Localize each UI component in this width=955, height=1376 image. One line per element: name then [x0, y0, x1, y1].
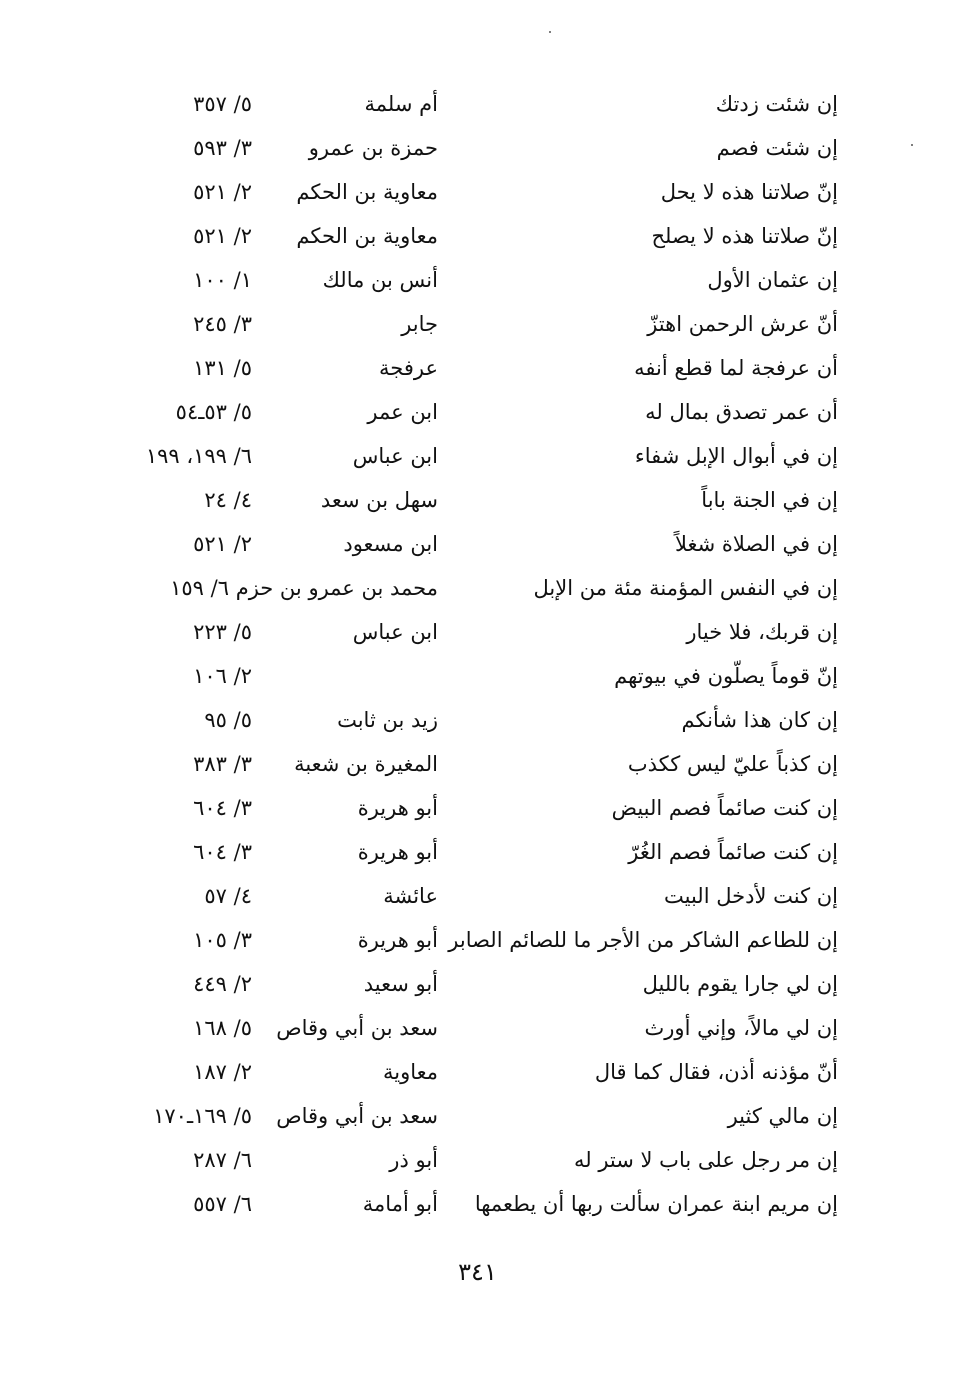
index-row: [0, 258, 955, 302]
volume-page-reference: ٥/ ٣٥٧: [193, 92, 252, 116]
volume-page-reference: ٥/ ٩٥: [204, 708, 252, 732]
hadith-text: أن عمر تصدق بمال له: [645, 400, 838, 424]
narrator-name: زيد بن ثابت: [337, 708, 438, 732]
narrator-name: [238, 654, 438, 698]
narrator-name: معاوية بن الحكم: [296, 224, 438, 248]
volume-page-reference: ٢/ ١٠٦: [193, 664, 252, 688]
index-row: [0, 522, 955, 566]
volume-page-reference: ٣/ ٦٠٤: [193, 840, 252, 864]
hadith-text: إن كنت صائماً فصم الغُرّ: [628, 840, 838, 864]
index-row: [0, 610, 955, 654]
hadith-text: إن شئت فصم: [716, 136, 838, 160]
index-row: [0, 698, 955, 742]
index-row: [0, 214, 955, 258]
narrator-name: عرفجة: [379, 356, 438, 380]
narrator-name: أبو هريرة: [357, 796, 438, 820]
volume-page-reference: ٣/ ٦٠٤: [193, 796, 252, 820]
volume-page-reference: ٢/ ٥٢١: [193, 532, 252, 556]
hadith-text: إن كذباً عليّ ليس ككذب: [627, 752, 838, 776]
narrator-name: أبو سعيد: [363, 972, 438, 996]
hadith-text: أنّ عرش الرحمن اهتزّ: [647, 312, 838, 336]
volume-page-reference: ٢/ ١٨٧: [193, 1060, 252, 1084]
index-row: [0, 1050, 955, 1094]
index-row: [0, 1138, 955, 1182]
hadith-text: إن عثمان الأول: [707, 268, 838, 292]
index-row: [0, 346, 955, 390]
volume-page-reference: ٦/ ٥٥٧: [193, 1192, 252, 1216]
volume-page-reference: ٢/ ٥٢١: [193, 180, 252, 204]
hadith-text: إن لي مالاً، وإني أورث: [644, 1016, 838, 1040]
narrator-name: أم سلمة: [364, 92, 438, 116]
hadith-text: إنّ قوماً يصلّون في بيوتهم: [614, 664, 838, 688]
index-row: [0, 126, 955, 170]
index-row: [0, 478, 955, 522]
volume-page-reference: ٥/ ٢٢٣: [193, 620, 252, 644]
volume-page-reference: ٥/ ٥٣ـ٥٤: [175, 400, 252, 424]
volume-page-reference: ٤/ ٥٧: [204, 884, 252, 908]
hadith-text: إن شئت زدتك: [715, 92, 838, 116]
narrator-name: عائشة: [383, 884, 438, 908]
scan-speck: [549, 31, 551, 33]
volume-page-reference: ٣/ ٥٩٣: [193, 136, 252, 160]
hadith-text: إن مر رجل على باب لا ستر له: [574, 1148, 838, 1172]
narrator-name: حمزة بن عمرو: [308, 136, 438, 160]
hadith-text: إن كنت لأدخل البيت: [664, 884, 838, 908]
hadith-index-list: [0, 82, 955, 1226]
index-row: [0, 654, 955, 698]
index-row: [0, 830, 955, 874]
volume-page-reference: ٢/ ٤٤٩: [193, 972, 252, 996]
narrator-name: سعد بن أبي وقاص: [276, 1104, 438, 1128]
volume-page-reference: ٣/ ٢٤٥: [193, 312, 252, 336]
volume-page-reference: ٢/ ٥٢١: [193, 224, 252, 248]
hadith-text: إن قربك، فلا خيار: [686, 620, 838, 644]
volume-page-reference: ٣/ ١٠٥: [193, 928, 252, 952]
index-row: [0, 170, 955, 214]
volume-page-reference: ١/ ١٠٠: [193, 268, 252, 292]
volume-page-reference: ٥/ ١٦٨: [193, 1016, 252, 1040]
hadith-text: إن مالي كثير: [727, 1104, 838, 1128]
hadith-text: إن كان هذا شأنكم: [681, 708, 838, 732]
hadith-text: إنّ صلاتنا هذه لا يحل: [660, 180, 838, 204]
index-row: [0, 918, 955, 962]
narrator-name: سهل بن سعد: [320, 488, 438, 512]
index-row: [0, 1094, 955, 1138]
volume-page-reference: ٦/ ١٩٩، ١٩٩: [145, 444, 252, 468]
volume-page-reference: ٦/ ٢٨٧: [193, 1148, 252, 1172]
narrator-name: المغيرة بن شعبة: [294, 752, 438, 776]
hadith-text: إنّ صلاتنا هذه لا يصلح: [651, 224, 838, 248]
index-row: [0, 566, 955, 610]
index-row: [0, 390, 955, 434]
narrator-name: أبو هريرة: [357, 928, 438, 952]
narrator-name: ابن عباس: [352, 444, 438, 468]
hadith-text: إن في الجنة باباً: [701, 488, 838, 512]
volume-page-reference: ٤/ ٢٤: [204, 488, 252, 512]
index-row: [0, 302, 955, 346]
narrator-name: ابن عباس: [352, 620, 438, 644]
hadith-text: إن في أبوال الإبل شفاء: [634, 444, 838, 468]
index-row: [0, 82, 955, 126]
index-row: [0, 1006, 955, 1050]
index-row: [0, 874, 955, 918]
hadith-text: إن لي جارا يقوم بالليل: [642, 972, 838, 996]
narrator-name: أبو أمامة: [362, 1192, 438, 1216]
hadith-text: أن عرفجة لما قطع أنفه: [634, 356, 838, 380]
hadith-text: إن للطاعم الشاكر من الأجر ما للصائم الصابر: [448, 928, 838, 952]
volume-page-reference: ٥/ ١٦٩ـ١٧٠: [153, 1104, 252, 1128]
narrator-name: معاوية: [382, 1060, 438, 1084]
page-number: ٣٤١: [458, 1258, 497, 1286]
narrator-name: معاوية بن الحكم: [296, 180, 438, 204]
hadith-text: إن في النفس المؤمنة مئة من الإبل: [533, 576, 838, 600]
narrator-name: أبو ذر: [389, 1148, 438, 1172]
index-row: [0, 434, 955, 478]
hadith-text: إن مريم ابنة عمران سألت ربها أن يطعمها: [474, 1192, 838, 1216]
hadith-text: أنّ مؤذنه أذن، فقال كما قال: [594, 1060, 838, 1084]
volume-page-reference: ٣/ ٣٨٣: [193, 752, 252, 776]
narrator-name: ابن مسعود: [343, 532, 438, 556]
index-row: [0, 786, 955, 830]
narrator-name: سعد بن أبي وقاص: [276, 1016, 438, 1040]
hadith-text: إن كنت صائماً فصم البيض: [611, 796, 838, 820]
index-row: [0, 1182, 955, 1226]
hadith-text: إن في الصلاة شغلاً: [674, 532, 838, 556]
narrator-name: ابن عمر: [367, 400, 438, 424]
volume-page-reference: ٥/ ١٣١: [193, 356, 252, 380]
narrator-name: أبو هريرة: [357, 840, 438, 864]
narrator-name: جابر: [401, 312, 438, 336]
index-row: [0, 962, 955, 1006]
narrator-name: محمد بن عمرو بن حزم ٦/ ١٥٩: [170, 576, 438, 600]
narrator-name: أنس بن مالك: [322, 268, 438, 292]
index-row: [0, 742, 955, 786]
